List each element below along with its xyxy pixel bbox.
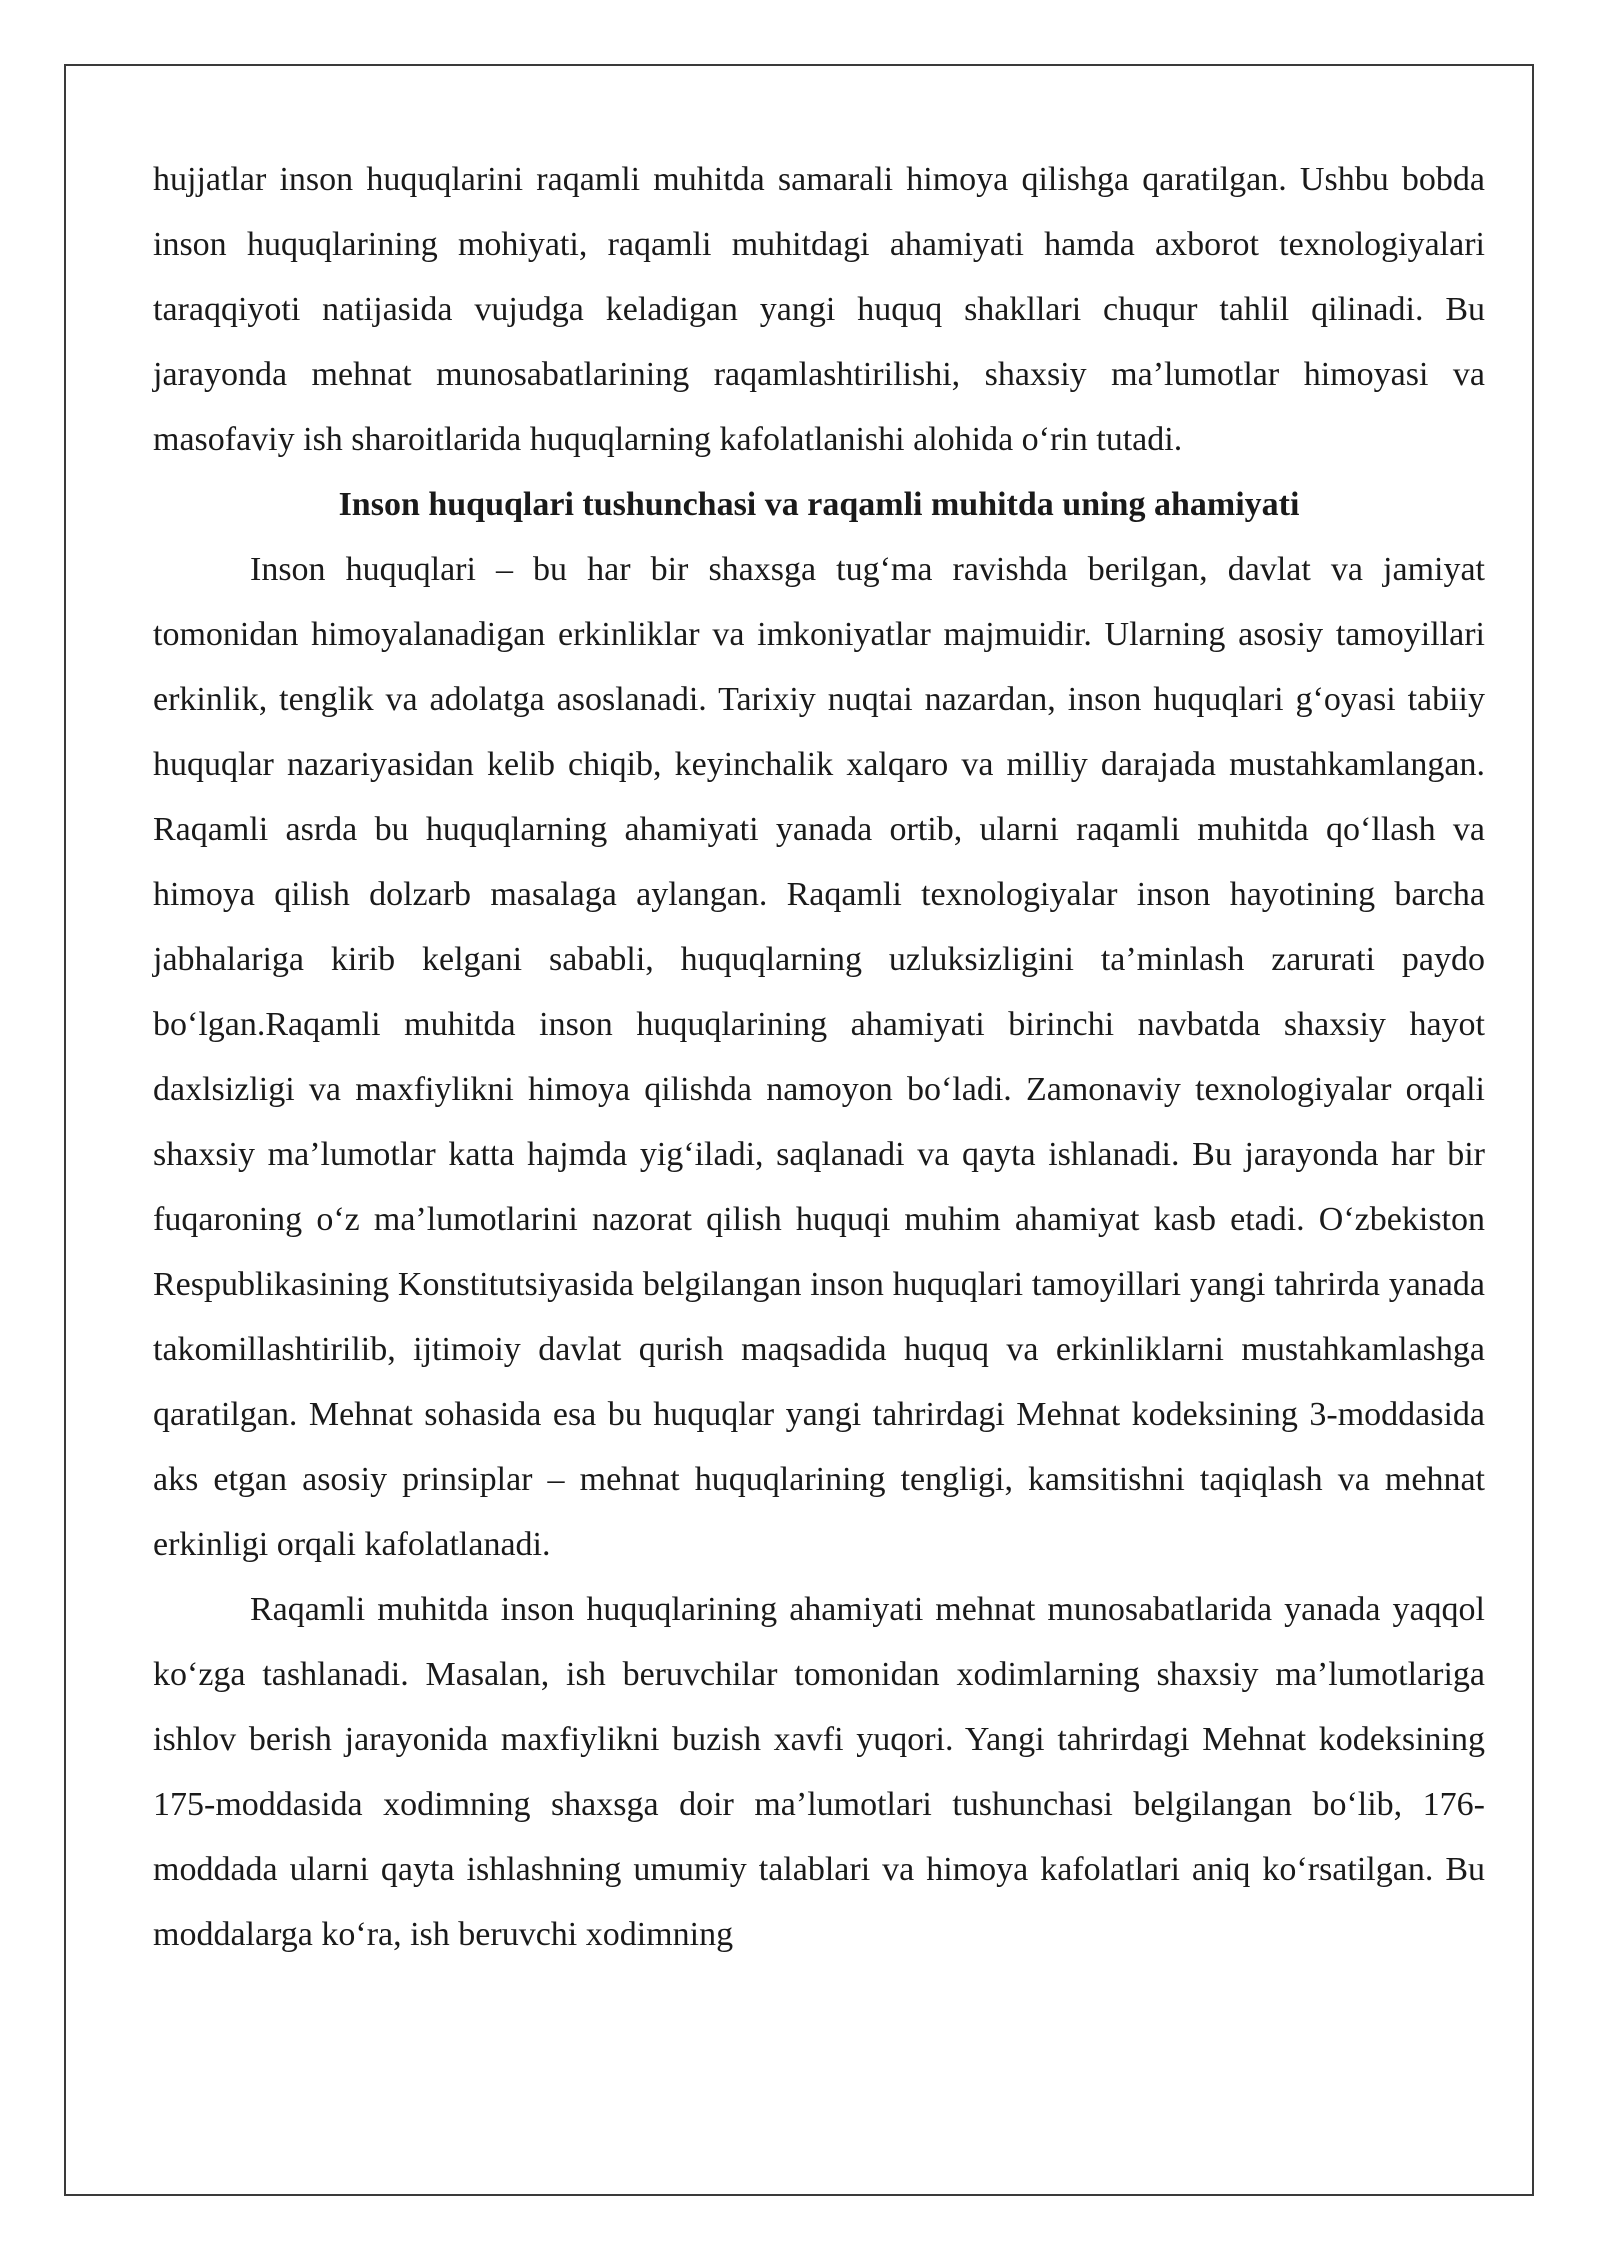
- section-heading: Inson huquqlari tushunchasi va raqamli muhitda uning ahamiyati: [338, 486, 1300, 523]
- document-body: [153, 147, 1485, 1967]
- intro-paragraph: hujjatlar inson huquqlarini raqamli muhitda samarali himoya qilishga qaratilgan. Ushbu bobda inson huquqlarining mohiyati, raqamli muhitdagi ahamiyati hamda axborot texnologiyalari taraqqiyoti natijasida vujudga keladigan yangi huquq shakllari chuqur tahlil qilinadi. Bu jarayonda mehnat munosabatlarining raqamlashtirilishi, shaxsiy ma’lumotlar himoyasi va masofaviy ish sharoitlarida huquqlarning kafolatlanishi alohida o‘rin tutadi.: [153, 161, 1485, 458]
- body-paragraph-2: Raqamli muhitda inson huquqlarining ahamiyati mehnat munosabatlarida yanada yaqqol ko‘zga tashlanadi. Masalan, ish beruvchilar tomonidan xodimlarning shaxsiy ma’lumotlariga ishlov berish jarayonida maxfiylikni buzish xavfi yuqori. Yangi tahrirdagi Mehnat kodeksining 175-moddasida xodimning shaxsga doir ma’lumotlari tushunchasi belgilangan bo‘lib, 176-moddada ularni qayta ishlashning umumiy talablari va himoya kafolatlari aniq ko‘rsatilgan. Bu moddalarga ko‘ra, ish beruvchi xodimning: [153, 1591, 1485, 1953]
- body-paragraph-1: Inson huquqlari – bu har bir shaxsga tug‘ma ravishda berilgan, davlat va jamiyat tomonidan himoyalanadigan erkinliklar va imkoniyatlar majmuidir. Ularning asosiy tamoyillari erkinlik, tenglik va adolatga asoslanadi. Tarixiy nuqtai nazardan, inson huquqlari g‘oyasi tabiiy huquqlar nazariyasidan kelib chiqib, keyinchalik xalqaro va milliy darajada mustahkamlangan. Raqamli asrda bu huquqlarning ahamiyati yanada ortib, ularni raqamli muhitda qo‘llash va himoya qilish dolzarb masalaga aylangan. Raqamli texnologiyalar inson hayotining barcha jabhalariga kirib kelgani sababli, huquqlarning uzluksizligini ta’minlash zarurati paydo bo‘lgan.Raqamli muhitda inson huquqlarining ahamiyati birinchi navbatda shaxsiy hayot daxlsizligi va maxfiylikni himoya qilishda namoyon bo‘ladi. Zamonaviy texnologiyalar orqali shaxsiy ma’lumotlar katta hajmda yig‘iladi, saqlanadi va qayta ishlanadi. Bu jarayonda har bir fuqaroning o‘z ma’lumotlarini nazorat qilish huquqi muhim ahamiyat kasb etadi. O‘zbekiston Respublikasining Konstitutsiyasida belgilangan inson huquqlari tamoyillari yangi tahrirda yanada takomillashtirilib, ijtimoiy davlat qurish maqsadida huquq va erkinliklarni mustahkamlashga qaratilgan. Mehnat sohasida esa bu huquqlar yangi tahrirdagi Mehnat kodeksining 3-moddasida aks etgan asosiy prinsiplar – mehnat huquqlarining tengligi, kamsitishni taqiqlash va mehnat erkinligi orqali kafolatlanadi.: [153, 551, 1485, 1563]
